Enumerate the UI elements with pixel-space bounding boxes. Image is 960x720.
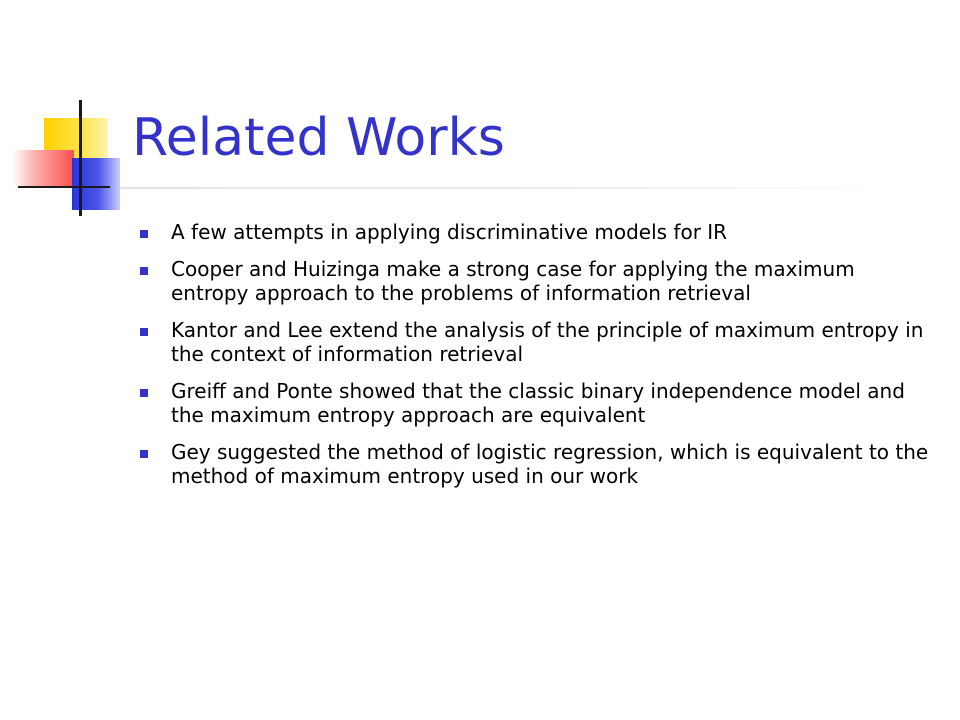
slide-title: Related Works [132, 108, 505, 168]
bullet-text: Gey suggested the method of logistic regression, which is equivalent to the method of maximum entropy used in our work [171, 440, 929, 488]
bullet-item [132, 257, 932, 305]
bullet-text: Cooper and Huizinga make a strong case for applying the maximum entropy approach to the problems of information retrieval [171, 257, 855, 305]
logo-vertical-line [79, 100, 82, 216]
square-bullet-icon [140, 230, 148, 238]
bullet-item [132, 379, 932, 427]
square-bullet-icon [140, 267, 148, 275]
decorative-logo [0, 0, 140, 230]
title-divider [120, 187, 910, 189]
logo-horizontal-line [18, 186, 110, 188]
bullet-item [132, 318, 932, 366]
square-bullet-icon [140, 389, 148, 397]
bullet-item [132, 220, 932, 244]
bullet-list [132, 220, 932, 501]
bullet-text: Kantor and Lee extend the analysis of the principle of maximum entropy in the context of information retrieval [171, 318, 924, 366]
bullet-item [132, 440, 932, 488]
logo-red-bar [12, 150, 74, 186]
square-bullet-icon [140, 450, 148, 458]
bullet-text: A few attempts in applying discriminative models for IR [171, 220, 728, 244]
bullet-text: Greiff and Ponte showed that the classic binary independence model and the maximum entropy approach are equivalent [171, 379, 905, 427]
square-bullet-icon [140, 328, 148, 336]
